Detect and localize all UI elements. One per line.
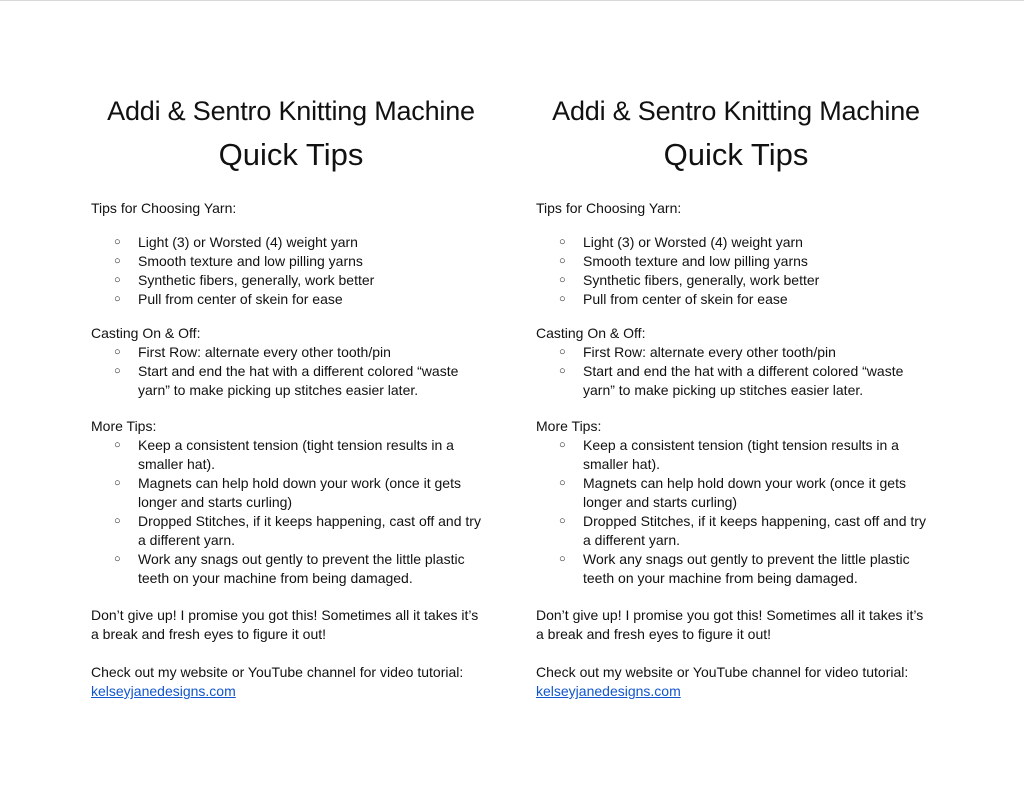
circle-bullet-icon: ○: [559, 236, 566, 248]
list-item: ○ Synthetic fibers, generally, work better: [559, 272, 820, 288]
more-tips-heading: More Tips:: [536, 418, 602, 434]
list-item: ○ Magnets can help hold down your work (once it gets longer and starts curling): [114, 475, 461, 510]
casting-tips-list: [91, 343, 501, 400]
quick-tips-flyer-left: [91, 94, 501, 701]
circle-bullet-icon: ○: [114, 553, 121, 565]
circle-bullet-icon: ○: [559, 439, 566, 451]
website-callout: Check out my website or YouTube channel for video tutorial: kelseyjanedesigns.com: [536, 663, 946, 701]
list-item: ○ Work any snags out gently to prevent the little plastic teeth on your machine from being damaged.: [114, 551, 465, 586]
circle-bullet-icon: ○: [114, 515, 121, 527]
circle-bullet-icon: ○: [559, 293, 566, 305]
list-item: ○ Magnets can help hold down your work (once it gets longer and starts curling): [559, 475, 906, 510]
flyer-title: Addi & Sentro Knitting Machine: [107, 96, 475, 126]
circle-bullet-icon: ○: [114, 477, 121, 489]
website-link[interactable]: kelseyjanedesigns.com: [91, 683, 236, 699]
circle-bullet-icon: ○: [559, 477, 566, 489]
circle-bullet-icon: ○: [114, 293, 121, 305]
list-item: ○ Dropped Stitches, if it keeps happening, cast off and try a different yarn.: [559, 513, 926, 548]
flyer-title: Addi & Sentro Knitting Machine: [552, 96, 920, 126]
circle-bullet-icon: ○: [114, 255, 121, 267]
list-item: ○ Light (3) or Worsted (4) weight yarn: [114, 234, 358, 250]
list-item: ○ Smooth texture and low pilling yarns: [559, 253, 808, 269]
circle-bullet-icon: ○: [559, 274, 566, 286]
circle-bullet-icon: ○: [114, 439, 121, 451]
list-item: ○ Dropped Stitches, if it keeps happening, cast off and try a different yarn.: [114, 513, 481, 548]
encouragement-text: Don’t give up! I promise you got this! Sometimes all it takes it’s a break and fresh eyes to figure it out!: [91, 607, 479, 642]
yarn-tips-heading: Tips for Choosing Yarn:: [536, 200, 682, 216]
list-item: ○ Work any snags out gently to prevent the little plastic teeth on your machine from being damaged.: [559, 551, 910, 586]
list-item: ○ First Row: alternate every other tooth/pin: [114, 344, 391, 360]
flyer-subtitle: Quick Tips: [663, 137, 809, 172]
circle-bullet-icon: ○: [114, 346, 121, 358]
list-item: ○ Light (3) or Worsted (4) weight yarn: [559, 234, 803, 250]
casting-tips-list: [536, 343, 946, 400]
circle-bullet-icon: ○: [114, 365, 121, 377]
encouragement-text: Don’t give up! I promise you got this! Sometimes all it takes it’s a break and fresh eyes to figure it out!: [536, 607, 924, 642]
circle-bullet-icon: ○: [559, 365, 566, 377]
more-tips-list: [91, 436, 501, 588]
more-tips-list: [536, 436, 946, 588]
casting-heading: Casting On & Off:: [536, 325, 646, 341]
website-callout: Check out my website or YouTube channel for video tutorial: kelseyjanedesigns.com: [91, 663, 501, 701]
circle-bullet-icon: ○: [114, 236, 121, 248]
circle-bullet-icon: ○: [559, 553, 566, 565]
flyer-subtitle: Quick Tips: [218, 137, 364, 172]
circle-bullet-icon: ○: [559, 346, 566, 358]
list-item: ○ Keep a consistent tension (tight tension results in a smaller hat).: [559, 437, 899, 472]
website-link[interactable]: kelseyjanedesigns.com: [536, 683, 681, 699]
quick-tips-flyer-right: [536, 94, 946, 701]
list-item: ○ First Row: alternate every other tooth/pin: [559, 344, 836, 360]
list-item: ○ Smooth texture and low pilling yarns: [114, 253, 363, 269]
yarn-tips-list: [536, 233, 946, 309]
list-item: ○ Keep a consistent tension (tight tension results in a smaller hat).: [114, 437, 454, 472]
circle-bullet-icon: ○: [114, 274, 121, 286]
yarn-tips-heading: Tips for Choosing Yarn:: [91, 200, 237, 216]
circle-bullet-icon: ○: [559, 515, 566, 527]
list-item: ○ Pull from center of skein for ease: [559, 291, 788, 307]
list-item: ○ Start and end the hat with a different colored “waste yarn” to make picking up stitches easier later.: [559, 363, 904, 398]
list-item: ○ Start and end the hat with a different colored “waste yarn” to make picking up stitches easier later.: [114, 363, 459, 398]
list-item: ○ Pull from center of skein for ease: [114, 291, 343, 307]
page-top-border: [0, 0, 1024, 1]
yarn-tips-list: [91, 233, 501, 309]
circle-bullet-icon: ○: [559, 255, 566, 267]
casting-heading: Casting On & Off:: [91, 325, 201, 341]
more-tips-heading: More Tips:: [91, 418, 157, 434]
list-item: ○ Synthetic fibers, generally, work better: [114, 272, 375, 288]
